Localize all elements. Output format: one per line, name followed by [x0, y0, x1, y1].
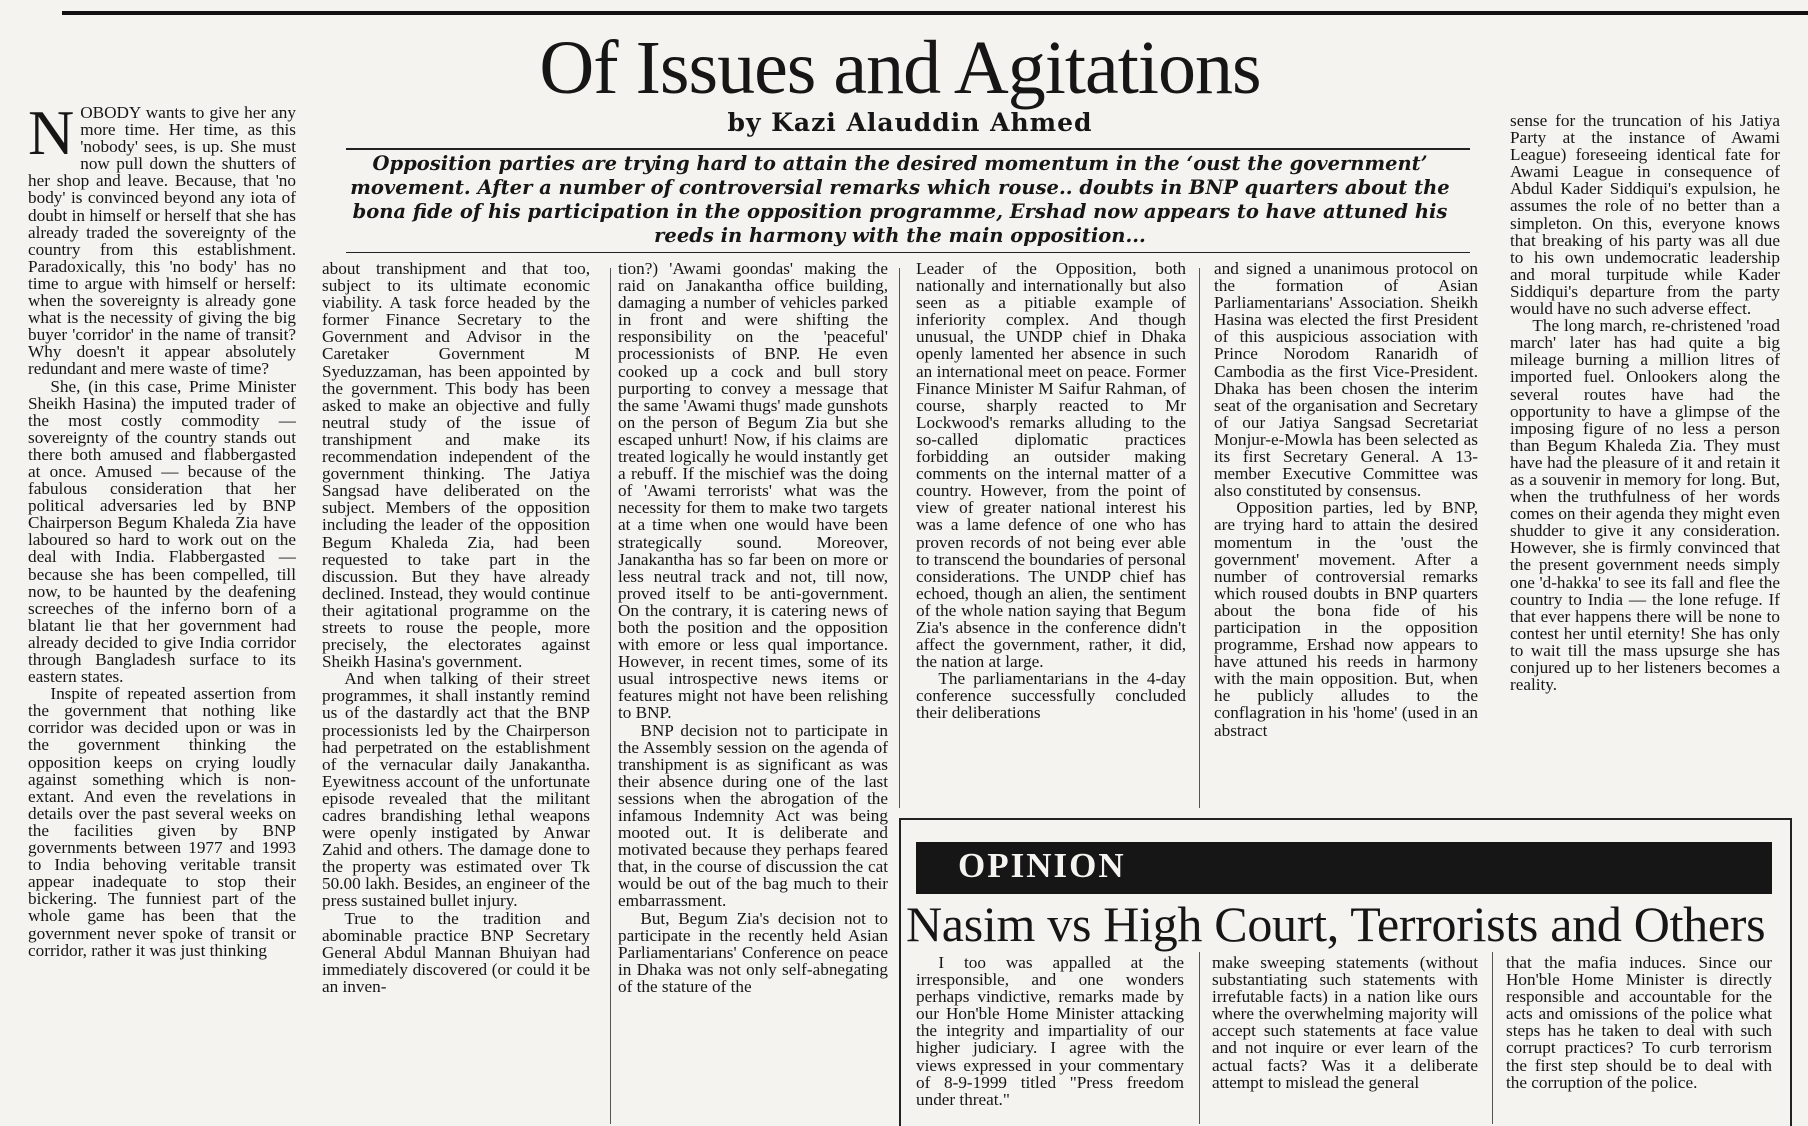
paragraph: BNP decision not to participate in the Assembly session on the agenda of transhipment is as significant as was their absence during one of the last sessions when the abrogation of the infamous Indemnity Act was being mooted out. It is deliberate and motivated because they perhaps feared that, in the course of discussion the cat would be out of the bag much to their embarrassment. [618, 720, 888, 911]
column-separator [1199, 952, 1200, 1124]
deck-top-rule [346, 148, 1470, 150]
paragraph: that the mafia induces. Since our Hon'ble Home Minister is directly responsible and accountable for the acts and omissions of the police what steps has he taken to deal with such corrupt practices? To curb terrorism the first step should be to deal with the corruption of the police. [1506, 954, 1772, 1092]
column-separator [1199, 268, 1200, 808]
article-column-4 [916, 260, 1186, 810]
column-separator [1492, 952, 1493, 1124]
top-rule [62, 11, 1808, 15]
opinion-column-2 [1212, 954, 1478, 1124]
deck-bottom-rule [346, 252, 1470, 253]
paragraph: The parliamentarians in the 4-day conference successfully concluded their deliberations [916, 669, 1186, 723]
paragraph: And when talking of their street programmes, it shall instantly remind us of the dastardly act that the BNP processionists led by the Chairperson had perpetrated on the establishment of the vernacular daily Janakantha. Eyewitness account of the unfortunate episode revealed that the militant cadres brandishing lethal weapons were openly instigated by Anwar Zahid and others. The damage done to the property was estimated over Tk 50.00 lakh. Besides, an engineer of the press sustained bullet injury. [322, 669, 590, 911]
paragraph: She, (in this case, Prime Minister Sheikh Hasina) the imputed trader of the most costly commodity — sovereignty of the country stands out there both amused and flabbergasted at once. Amused — because of the fabulous consideration that her political adversaries led by BNP Chairperson Begum Khaleda Zia have laboured so hard to work out on the deal with India. Flabbergasted — because she has been compelled, till now, to be haunted by the deafening screeches of the inferno born of a blatant lie that her government had already decided to give India corridor through Bangladesh surface to its eastern states. [28, 376, 296, 687]
paragraph: and signed a unanimous protocol on the formation of Asian Parliamentarians' Association. Sheikh Hasina was elected the first President of this auspicious association with Prince Norodom Ranaridh of Cambodia as the first Vice-President. Dhaka has been chosen the interim seat of the organisation and Secretary of our Jatiya Sangsad Secretariat Monjur-e-Mowla has been selected as its first Secretary General. A 13-member Executive Committee was also constituted by consensus. [1214, 260, 1478, 501]
article-column-1 [28, 104, 296, 1124]
drop-cap: N [28, 104, 75, 168]
paragraph: Inspite of repeated assertion from the government that nothing like corridor was decided upon or was in the government thinking the opposition keeps on crying loudly against something which is non-extant. And even the revelations in details over the past several weeks on the facilities given by BNP governments between 1977 and 1993 to India behoving veritable transit appear inadequate to stop their bickering. The funniest part of the whole game has been that the government never spoke of transit or corridor, rather it was just thinking [28, 684, 296, 960]
paragraph: The long march, re-christened 'road march' later has had quite a big mileage burning a million litres of imported fuel. Onlookers along the several routes have had the opportunity to have a glimpse of the imposing figure of no less a person than Begum Khaleda Zia. They must have had the pleasure of it and retain it as a souvenir in memory for long. But, when the truthfulness of her words comes on their agenda they might even shudder to give it any consideration. However, she is firmly convinced that the present government needs simply one 'd-hakka' to see its fall and flee the country to India — the lone refuge. If that ever happens there will be none to contest her until eternity! She has only to wait till the mass upsurge she has conjured up to her listeners becomes a reality. [1510, 316, 1780, 695]
column-separator [610, 268, 611, 1124]
paragraph: tion?) 'Awami goondas' making the raid on Janakantha office building, damaging a number of vehicles parked in front and were shifting the responsibility on the 'peaceful' processionists of BNP. He even cooked up a cock and bull story purporting to convey a message that the same 'Awami thugs' made gunshots on the person of Begum Zia but she escaped unhurt! Now, if his claims are treated logically he would instantly get a rebuff. If the mischief was the doing of 'Awami terrorists' what was the necessity for them to make two targets at a time when one would have been strategically sound. Moreover, Janakantha has so far been on more or less neutral track and not, till now, proved itself to be anti-government. On the contrary, it is catering news of both the position and the opposition with emore or less qual importance. However, in recent times, some of its usual introspective news items or features might not have been relishing to BNP. [618, 260, 888, 723]
paragraph: Leader of the Opposition, both nationally and internationally but also seen as a pitiable example of inferiority complex. And though unusual, the UNDP chief in Dhaka openly lamented her absence in such an international meet on peace. Former Finance Minister M Saifur Rahman, of course, sharply reacted to Mr Lockwood's remarks alluding to the so-called diplomatic practices forbidding an outsider making comments on the internal matter of a country. However, from the point of view of greater national interest his was a lame defence of one who has proven records of not being ever able to transcend the boundaries of personal considerations. The UNDP chief has echoed, though an alien, the sentiment of the whole nation saying that Begum Zia's absence in the conference didn't affect the government, rather, it did, the nation at large. [916, 260, 1186, 672]
opinion-tag: OPINION [958, 846, 1126, 885]
article-column-5 [1214, 260, 1478, 810]
byline: by Kazi Alauddin Ahmed [727, 108, 1093, 137]
paragraph: I too was appalled at the irresponsible, and one wonders perhaps vindictive, remarks made by our Hon'ble Home Minister attacking the integrity and impartiality of our higher judiciary. I agree with the views expressed in your commentary of 8-9-1999 titled "Press freedom under threat." [916, 954, 1184, 1109]
paragraph: But, Begum Zia's decision not to participate in the recently held Asian Parliamentarians' Conference on peace in Dhaka was not only self-abnegating of the stature of the [618, 908, 888, 996]
paragraph: sense for the truncation of his Jatiya Party at the instance of Awami League) foreseeing identical fate for Awami League in consequence of Abdul Kader Siddiqui's expulsion, he assumes the role of no better than a simpleton. On this, everyone knows that breaking of his party was all due to his own undemocratic leadership and moral turpitude while Kader Siddiqui's departure from the party would have no such adverse effect. [1510, 112, 1780, 319]
paragraph: about transhipment and that too, subject to its ultimate economic viability. A task force headed by the former Finance Secretary to the Government and Advisor in the Caretaker Government M Syeduzzaman, has been appointed by the government. This body has been asked to make an objective and fully neutral study of the issue of transhipment and make its recommendation independent of the government thinking. The Jatiya Sangsad have deliberated on the subject. Members of the opposition including the leader of the opposition Begum Khaleda Zia, had been requested to take part in the discussion. But they have already declined. Instead, they would continue their agitational programme on the streets to rouse the people, more precisely, the electorates against Sheikh Hasina's government. [322, 260, 590, 672]
opinion-column-1 [916, 954, 1184, 1124]
article-column-3 [618, 260, 888, 1124]
paragraph: True to the tradition and abominable practice BNP Secretary General Abdul Mannan Bhuiyan had immediately discovered (or could it be an inven- [322, 908, 590, 996]
paragraph: Opposition parties, led by BNP, are trying hard to attain the desired momentum in the 'oust the government' movement. After a number of controversial remarks which roused doubts in BNP quarters about the bona fide of his participation in the opposition programme, Ershad now appears to have attuned his reeds in harmony with the main opposition. But, when he publicly alludes to the conflagration in his 'home' (used in an abstract [1214, 498, 1478, 740]
opinion-headline: Nasim vs High Court, Terrorists and Others [906, 896, 1766, 952]
opinion-column-3 [1506, 954, 1772, 1124]
column-separator [899, 268, 900, 808]
article-column-6 [1510, 112, 1780, 812]
paragraph: make sweeping statements (without substantiating such statements with irrefutable facts) in a nation like ours where the overwhelming majority will accept such statements at face value and not inquire or ever learn of the actual facts? Was it a deliberate attempt to mislead the general [1212, 954, 1478, 1092]
deck: Opposition parties are trying hard to attain the desired momentum in the ‘oust the government’ movement. After a number of controversial remarks which rouse.. doubts in BNP quarters about the bona fide of his participation in the opposition programme, Ershad now appears to have attuned his reeds in harmony with the main opposition... [350, 152, 1450, 247]
headline: Of Issues and Agitations [539, 26, 1261, 110]
article-column-2 [322, 260, 590, 1124]
paragraph: OBODY wants to give her any more time. Her time, as this 'nobody' sees, is up. She must now pull down the shutters of her shop and leave. Because, that 'no body' is convinced beyond any iota of doubt in himself or herself that she has already traded the sovereignty of the country from this establishment. Paradoxically, this 'no body' has no time to argue with himself or herself: when the sovereignty is already gone what is the necessity of giving the big buyer 'corridor' in the name of transit? Why doesn't it appear absolutely redundant and mere waste of time? [28, 104, 296, 379]
